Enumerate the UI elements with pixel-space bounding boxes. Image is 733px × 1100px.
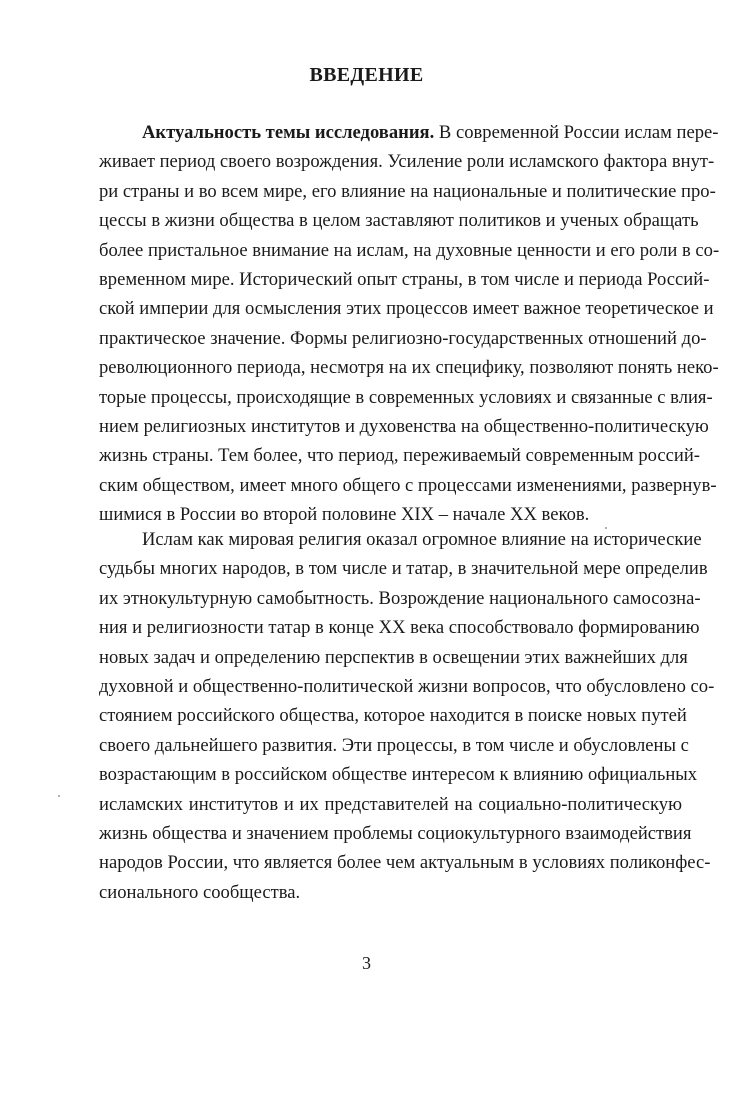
scan-speck <box>58 795 60 797</box>
paragraph-line: ри страны и во всем мире, его влияние на национальные и политические про- <box>99 180 716 202</box>
paragraph-line: жизнь общества и значением проблемы социокультурного взаимодействия <box>99 823 692 845</box>
paragraph-line-text: В современной России ислам пере- <box>434 122 719 143</box>
paragraph-line: духовной и общественно-политической жизни вопросов, что обусловлено со- <box>99 676 715 698</box>
paragraph-line: Ислам как мировая религия оказал огромное влияние на исторические <box>142 529 702 550</box>
paragraph-line: живает период своего возрождения. Усиление роли исламского фактора внут- <box>99 151 715 173</box>
paragraph-line: более пристальное внимание на ислам, на духовные ценности и его роли в со- <box>99 239 720 261</box>
paragraph-line: нием религиозных институтов и духовенства на общественно-политическую <box>99 416 709 438</box>
paragraph-line: ским обществом, имеет много общего с процессами изменениями, развернув- <box>99 474 717 496</box>
paragraph-line: народов России, что является более чем актуальным в условиях поликонфес- <box>99 852 711 874</box>
paragraph-line: своего дальнейшего развития. Эти процессы, в том числе и обусловлены с <box>99 734 689 756</box>
paragraph-line: судьбы многих народов, в том числе и татар, в значительной мере определив <box>99 558 708 580</box>
paragraph-line: новых задач и определению перспектив в освещении этих важнейших для <box>99 646 688 668</box>
paragraph-line: жизнь страны. Тем более, что период, переживаемый современным россий- <box>99 445 700 467</box>
paragraph-line: практическое значение. Формы религиозно-государственных отношений до- <box>99 327 707 349</box>
paragraph-relevance <box>99 118 720 530</box>
paragraph-line: торые процессы, происходящие в современных условиях и связанные с влия- <box>99 386 713 408</box>
paragraph-line: революционного периода, несмотря на их специфику, позволяют понять неко- <box>99 357 719 379</box>
paragraph-line: шимися в России во второй половине XIX – начале XX веков. <box>99 504 590 526</box>
paragraph-line: возрастающим в российском обществе интересом к влиянию официальных <box>99 764 698 786</box>
paragraph-line <box>99 118 719 147</box>
section-lead: Актуальность темы исследования. <box>142 122 435 143</box>
paragraph-islam <box>99 525 715 907</box>
paragraph-line: исламских институтов и их представителей на социально-политическую <box>99 793 682 815</box>
paragraph-line: их этнокультурную самобытность. Возрождение национального самосозна- <box>99 587 701 609</box>
paragraph-line: ния и религиозности татар в конце XX века способствовало формированию <box>99 617 700 639</box>
paragraph-line: временном мире. Исторический опыт страны, в том числе и периода Россий- <box>99 269 710 291</box>
paragraph-line: сионального сообщества. <box>99 881 301 903</box>
scan-speck <box>605 527 607 529</box>
page-number: 3 <box>362 953 371 973</box>
paragraph-line: стоянием российского общества, которое находится в поиске новых путей <box>99 705 687 727</box>
paragraph-line: ской империи для осмысления этих процессов имеет важное теоретическое и <box>99 298 714 320</box>
page-title: ВВЕДЕНИЕ <box>309 64 424 86</box>
paragraph-line: цессы в жизни общества в целом заставляют политиков и ученых обращать <box>99 210 699 232</box>
